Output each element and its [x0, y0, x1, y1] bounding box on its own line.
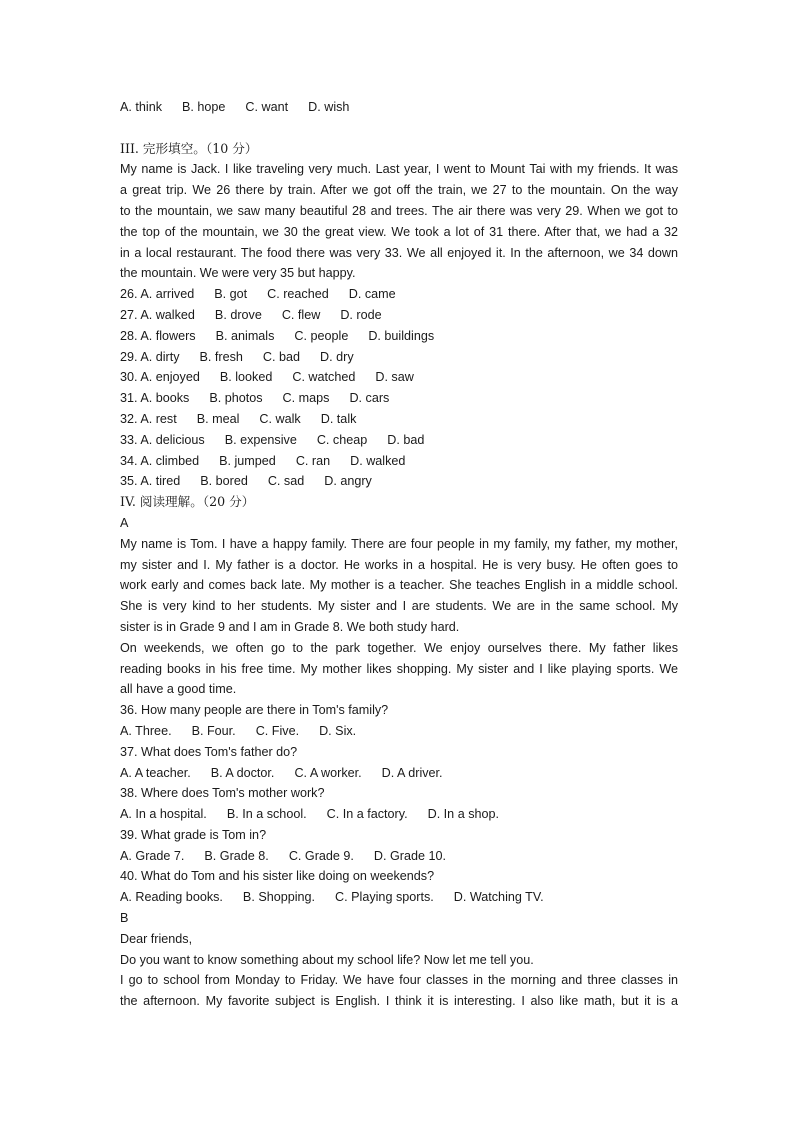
option-c: C. Five. — [255, 723, 300, 738]
option-c: C. walk — [259, 411, 301, 426]
cloze-question — [120, 367, 678, 388]
top-options-line — [120, 97, 678, 118]
cloze-question — [120, 305, 678, 326]
passage-line: She is very kind to her students. My sister and I are students. We are in the same school. My — [120, 599, 678, 614]
cloze-question — [120, 409, 678, 430]
passage-line: My name is Jack. I like traveling very much. Last year, I went to Mount Tai with my friends. It was — [120, 162, 678, 177]
cloze-question — [120, 326, 678, 347]
option-d: D. came — [348, 287, 396, 302]
passage-line: Do you want to know something about my school life? Now let me tell you. — [120, 952, 534, 967]
option-c: C. bad — [262, 349, 301, 364]
option-c: C. Playing sports. — [335, 890, 434, 905]
option-a: A. dirty — [140, 349, 180, 364]
option-b: B. hope — [182, 100, 226, 114]
option-b: B. In a school. — [226, 807, 307, 822]
option-c: C. cheap — [316, 432, 368, 447]
document-content — [120, 97, 678, 1012]
passage-line: in a local restaurant. The food there was very 33. We all enjoyed it. In the afternoon, we 34 down — [120, 245, 678, 260]
question-number: 34. — [120, 453, 141, 468]
option-d: D. wish — [308, 100, 350, 114]
section-4-heading: IV. 阅读理解。（20 分） — [120, 494, 255, 510]
option-c: C. ran — [295, 453, 331, 468]
option-a: A. In a hospital. — [120, 807, 207, 822]
option-d: D. A driver. — [381, 765, 443, 780]
reading-options — [120, 887, 678, 908]
passage-line: My name is Tom. I have a happy family. There are four people in my family, my father, my mother, — [120, 536, 678, 551]
passage-line: reading books in his free time. My mother likes shopping. My sister and I like playing sports. We — [120, 661, 678, 676]
question-number: 32. — [120, 411, 141, 426]
option-d: D. In a shop. — [427, 807, 499, 822]
option-a: A. Grade 7. — [120, 848, 185, 863]
question-number: 35. — [120, 474, 141, 489]
option-d: D. Grade 10. — [373, 848, 447, 863]
option-a: A. Reading books. — [120, 890, 223, 905]
option-d: D. Watching TV. — [453, 890, 544, 905]
option-d: D. bad — [387, 432, 425, 447]
option-c: C. people — [294, 328, 349, 343]
option-b: B. got — [214, 287, 248, 302]
option-b: B. Grade 8. — [204, 848, 269, 863]
option-c: C. reached — [267, 287, 329, 302]
passage-line: work early and comes back late. My mother is a teacher. She teaches English in a middle school. — [120, 578, 678, 593]
option-b: B. jumped — [219, 453, 276, 468]
reading-question: 39. What grade is Tom in? — [120, 827, 267, 842]
option-a: A. tired — [140, 474, 181, 489]
reading-options — [120, 846, 678, 867]
cloze-question — [120, 284, 678, 305]
reading-question: 36. How many people are there in Tom's family? — [120, 703, 389, 718]
option-b: B. photos — [209, 391, 263, 406]
option-d: D. angry — [324, 474, 372, 489]
option-b: B. drove — [214, 307, 262, 322]
option-b: B. fresh — [199, 349, 243, 364]
option-a: A. walked — [140, 307, 195, 322]
section-3-heading: III. 完形填空。（10 分） — [120, 140, 258, 156]
option-d: D. walked — [350, 453, 406, 468]
option-c: C. flew — [281, 307, 321, 322]
question-number: 26. — [120, 287, 141, 302]
option-c: C. want — [245, 100, 289, 114]
passage-line: On weekends, we often go to the park together. We enjoy ourselves there. My father likes — [120, 640, 678, 655]
passage-line: the mountain. We were very 35 but happy. — [120, 266, 356, 281]
passage-line: my sister and I. My father is a doctor. He works in a hospital. He is very busy. He often goes to — [120, 557, 678, 572]
option-a: A. flowers — [140, 328, 196, 343]
option-d: D. rode — [340, 307, 382, 322]
question-number: 31. — [120, 391, 141, 406]
option-b: B. expensive — [224, 432, 297, 447]
part-a-label: A — [120, 515, 129, 530]
cloze-question — [120, 388, 678, 409]
option-a: A. arrived — [140, 287, 195, 302]
question-number: 30. — [120, 370, 141, 385]
option-a: A. think — [120, 100, 162, 114]
option-d: D. dry — [320, 349, 354, 364]
cloze-question — [120, 347, 678, 368]
option-a: A. delicious — [140, 432, 205, 447]
reading-options — [120, 721, 678, 742]
option-b: B. Shopping. — [242, 890, 316, 905]
question-number: 27. — [120, 307, 141, 322]
option-a: A. Three. — [120, 723, 172, 738]
passage-line: all have a good time. — [120, 682, 237, 697]
option-c: C. sad — [267, 474, 305, 489]
option-a: A. enjoyed — [140, 370, 200, 385]
option-d: D. Six. — [319, 723, 357, 738]
option-a: A. A teacher. — [120, 765, 191, 780]
option-b: B. meal — [196, 411, 240, 426]
cloze-question — [120, 471, 678, 492]
option-b: B. looked — [219, 370, 273, 385]
option-c: C. Grade 9. — [288, 848, 354, 863]
option-d: D. cars — [349, 391, 390, 406]
passage-line: a great trip. We 26 there by train. After we got off the train, we 27 to the mountain. On the way — [120, 183, 678, 198]
option-c: C. watched — [292, 370, 356, 385]
reading-question: 37. What does Tom's father do? — [120, 744, 298, 759]
passage-line: the afternoon. My favorite subject is English. I think it is interesting. I also like math, but it is a — [120, 994, 678, 1009]
passage-line: I go to school from Monday to Friday. We have four classes in the morning and three classes in — [120, 973, 678, 988]
passage-line: Dear friends, — [120, 931, 193, 946]
option-b: B. bored — [200, 474, 248, 489]
option-c: C. A worker. — [294, 765, 362, 780]
question-number: 29. — [120, 349, 141, 364]
question-number: 28. — [120, 328, 141, 343]
option-d: D. talk — [320, 411, 357, 426]
option-a: A. rest — [140, 411, 177, 426]
option-a: A. climbed — [140, 453, 200, 468]
option-d: D. saw — [375, 370, 414, 385]
reading-options — [120, 804, 678, 825]
part-b-label: B — [120, 911, 129, 926]
reading-question: 38. Where does Tom's mother work? — [120, 786, 325, 801]
reading-options — [120, 763, 678, 784]
passage-line: sister is in Grade 9 and I am in Grade 8. We both study hard. — [120, 619, 460, 634]
cloze-question — [120, 430, 678, 451]
question-number: 33. — [120, 432, 141, 447]
option-c: C. In a factory. — [326, 807, 408, 822]
option-d: D. buildings — [368, 328, 435, 343]
option-a: A. books — [140, 391, 190, 406]
option-c: C. maps — [282, 391, 330, 406]
option-b: B. animals — [215, 328, 275, 343]
passage-line: the top of the mountain, we 30 the great view. We took a lot of 31 there. After that, we had a 32 — [120, 224, 678, 239]
option-b: B. A doctor. — [210, 765, 275, 780]
reading-question: 40. What do Tom and his sister like doing on weekends? — [120, 869, 435, 884]
cloze-question — [120, 451, 678, 472]
option-b: B. Four. — [191, 723, 236, 738]
passage-line: to the mountain, we saw many beautiful 28 and trees. The air there was very 29. When we got to — [120, 203, 678, 218]
